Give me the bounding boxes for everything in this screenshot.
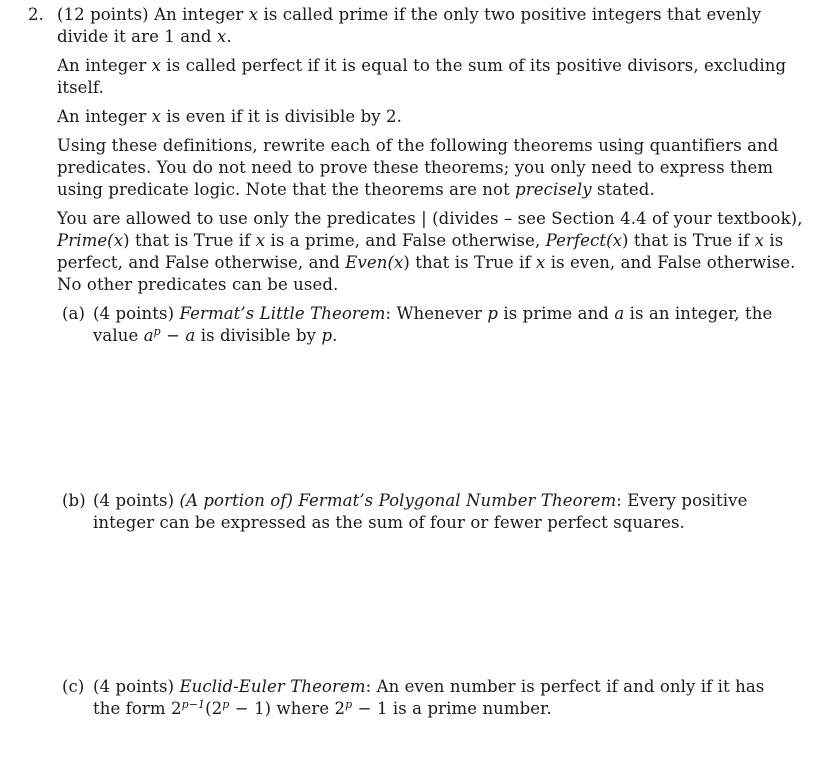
part-b-line-1: (4 points) (A portion of) Fermat’s Polygonal Number Theorem: Every positive xyxy=(93,491,748,510)
part-b-theorem-name: (A portion of) Fermat’s Polygonal Number Theorem xyxy=(179,491,617,510)
prime-definition-line-1: (12 points) An integer x is called prime if the only two positive integers that evenly xyxy=(57,5,762,24)
instructions-line-2: predicates. You do not need to prove these theorems; you only need to express them xyxy=(57,158,774,177)
part-c-label: (c) xyxy=(62,677,85,696)
prime-definition-line-2: divide it are 1 and x. xyxy=(57,27,232,46)
predicates-line-2: Prime(x) that is True if x is a prime, and False otherwise, Perfect(x) that is True if x is xyxy=(57,231,784,250)
part-a-line-1: (4 points) Fermat’s Little Theorem: Whenever p is prime and a is an integer, the xyxy=(93,304,773,323)
part-c-theorem-name: Euclid-Euler Theorem xyxy=(179,677,366,696)
instructions-line-1: Using these definitions, rewrite each of the following theorems using quantifiers and xyxy=(57,136,779,155)
problem-number: 2. xyxy=(28,5,44,24)
part-c-line-1: (4 points) Euclid-Euler Theorem: An even number is perfect if and only if it has xyxy=(93,677,765,696)
predicates-line-4: No other predicates can be used. xyxy=(57,275,339,294)
perfect-definition-line-2: itself. xyxy=(57,78,104,97)
predicates-line-3: perfect, and False otherwise, and Even(x) that is True if x is even, and False otherwise. xyxy=(57,253,796,272)
part-a-label: (a) xyxy=(62,304,86,323)
part-b-label: (b) xyxy=(62,491,86,510)
part-a-theorem-name: Fermat’s Little Theorem xyxy=(179,304,386,323)
part-b-line-2: integer can be expressed as the sum of four or fewer perfect squares. xyxy=(93,513,685,532)
perfect-definition-line-1: An integer x is called perfect if it is equal to the sum of its positive divisors, excluding xyxy=(57,56,787,75)
even-definition: An integer x is even if it is divisible by 2. xyxy=(57,107,402,126)
problem-points: (12 points) xyxy=(57,5,149,24)
part-a-line-2: value $a^p - a$ is divisible by p. xyxy=(93,325,338,345)
instructions-line-3: using predicate logic. Note that the theorems are not precisely stated. xyxy=(57,180,655,199)
predicates-line-1: You are allowed to use only the predicates | (divides – see Section 4.4 of your textbook), xyxy=(57,209,803,228)
part-c-line-2: the form $2^{p-1}(2^p - 1)$ where $2^p - 1$ is a prime number. xyxy=(93,698,552,718)
